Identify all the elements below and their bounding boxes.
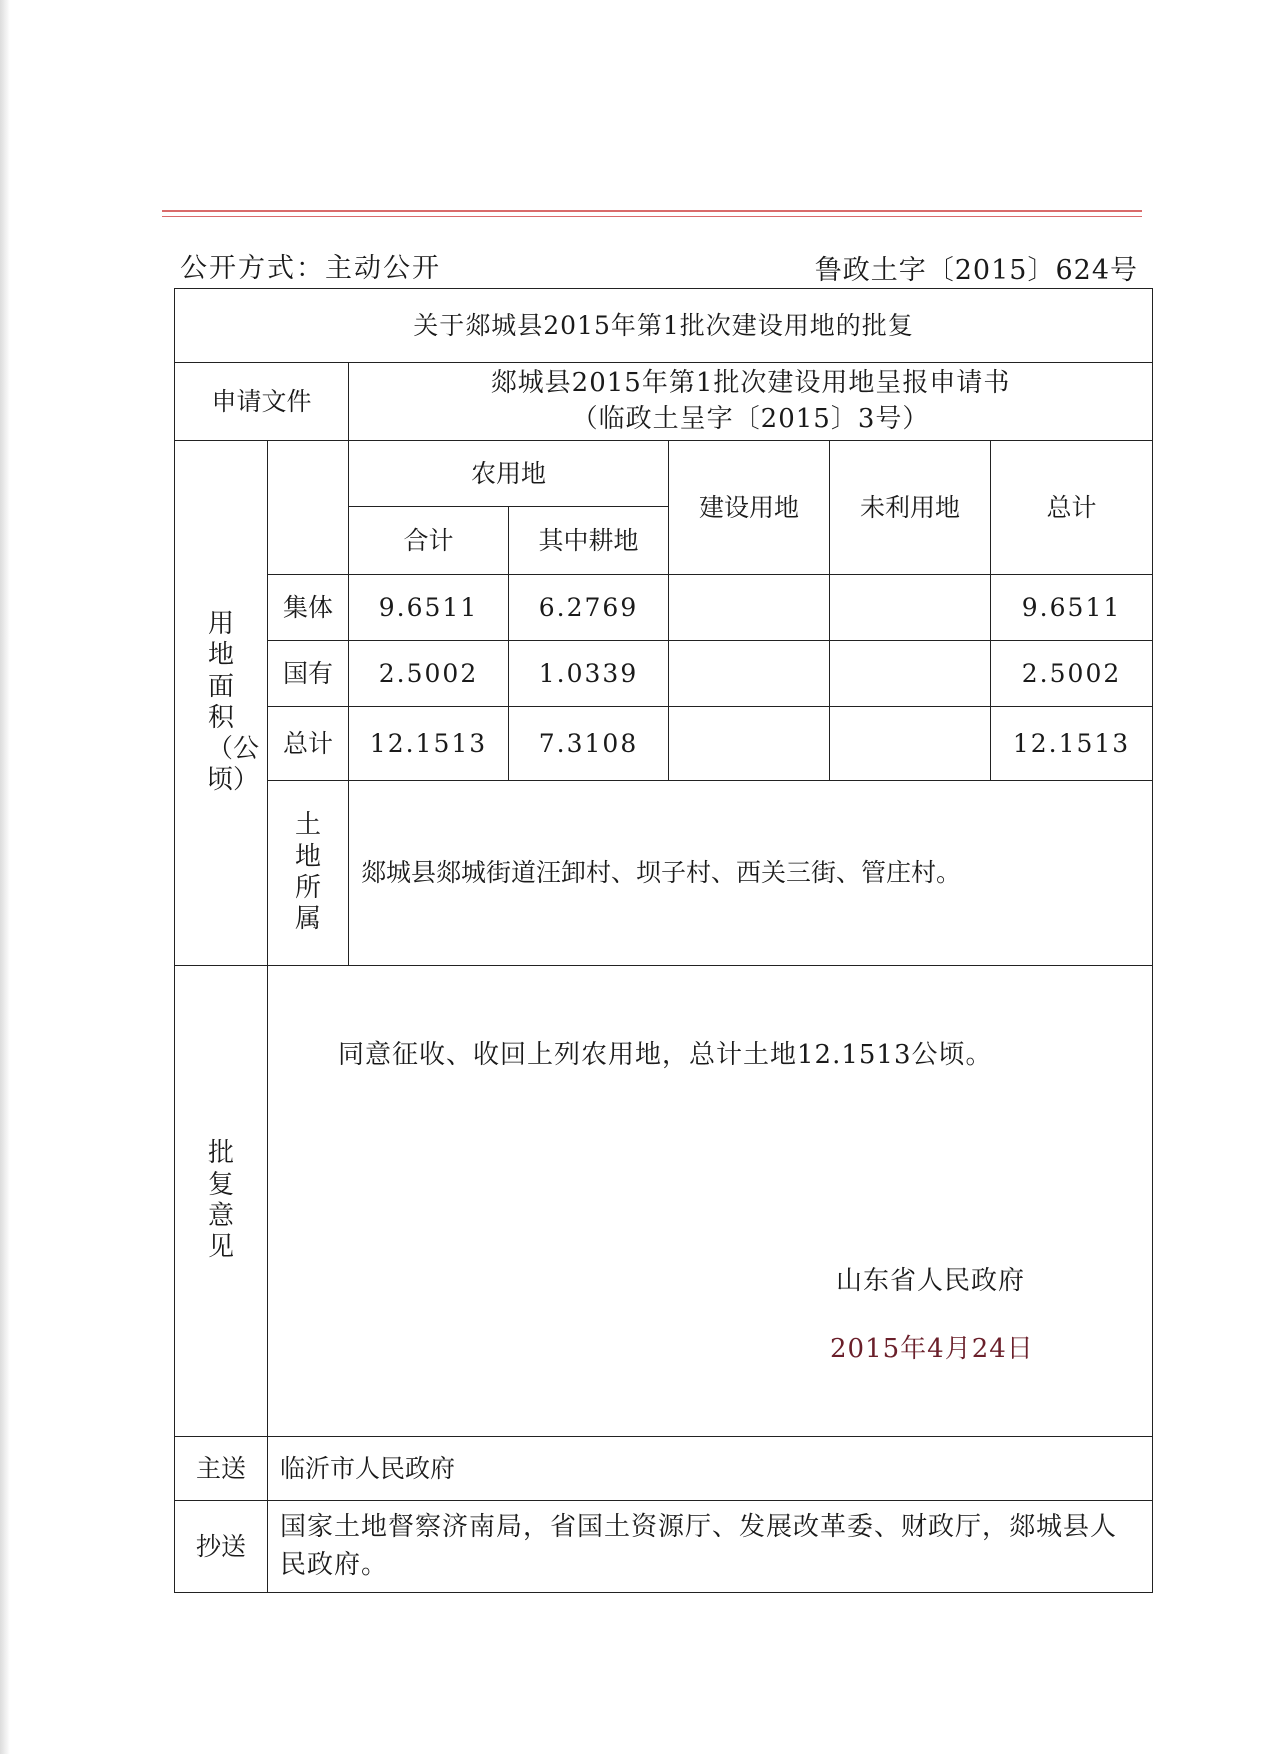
col-agri-farmland: 其中耕地 — [509, 507, 669, 575]
publication-mode: 公开方式：主动公开 — [180, 253, 441, 284]
ownership-value: 郯城县郯城街道汪卸村、坝子村、西关三街、管庄村。 — [349, 781, 1153, 966]
cc-label: 抄送 — [175, 1501, 268, 1593]
document-number: 鲁政土字〔2015〕624号 — [814, 255, 1138, 286]
cell-construction — [669, 641, 830, 707]
col-construction: 建设用地 — [669, 441, 830, 575]
red-rule-bottom — [162, 216, 1142, 217]
cell-agri-total: 2.5002 — [349, 641, 509, 707]
application-document — [349, 363, 1153, 441]
approval-label-cell — [175, 966, 268, 1437]
ownership-label: 土地所属 — [294, 810, 321, 934]
row-label-collective: 集体 — [268, 575, 349, 641]
row-label-state: 国有 — [268, 641, 349, 707]
application-name: 郯城县2015年第1批次建设用地呈报申请书 — [490, 368, 1011, 399]
table-row — [175, 641, 1153, 707]
cell-unused — [830, 641, 991, 707]
row-label-total: 总计 — [268, 707, 349, 781]
land-area-label: 用地面积（公顷） — [207, 609, 260, 796]
cell-unused — [830, 575, 991, 641]
issue-date: 2015年4月24日 — [830, 1334, 1034, 1364]
cell-agri-total: 9.6511 — [349, 575, 509, 641]
page-edge-shadow — [0, 0, 10, 1754]
cell-construction — [669, 575, 830, 641]
cell-agri-farmland: 6.2769 — [509, 575, 669, 641]
table-row — [175, 575, 1153, 641]
col-agri: 农用地 — [349, 441, 669, 507]
cell-total: 12.1513 — [991, 707, 1153, 781]
cell-construction — [669, 707, 830, 781]
application-number: （临政土呈字〔2015〕3号） — [571, 403, 930, 434]
cell-total: 2.5002 — [991, 641, 1153, 707]
col-total: 总计 — [991, 441, 1153, 575]
cell-agri-farmland: 7.3108 — [509, 707, 669, 781]
main-to-value: 临沂市人民政府 — [268, 1437, 1153, 1501]
approval-text: 同意征收、收回上列农用地，总计土地12.1513公顷。 — [338, 1040, 993, 1070]
col-agri-total: 合计 — [349, 507, 509, 575]
table-row — [175, 707, 1153, 781]
cell-agri-farmland: 1.0339 — [509, 641, 669, 707]
approval-label: 批复意见 — [207, 1138, 234, 1262]
land-area-label-cell — [175, 441, 268, 966]
approval-opinion-cell — [268, 966, 1153, 1437]
cell-agri-total: 12.1513 — [349, 707, 509, 781]
cc-value: 国家土地督察济南局，省国土资源厅、发展改革委、财政厅，郯城县人民政府。 — [268, 1501, 1153, 1593]
approval-form-table — [174, 288, 1153, 1593]
cell-total: 9.6511 — [991, 575, 1153, 641]
red-rule-top — [162, 210, 1142, 212]
main-to-label: 主送 — [175, 1437, 268, 1501]
col-unused: 未利用地 — [830, 441, 991, 575]
row-header-blank — [268, 441, 349, 575]
ownership-label-cell — [268, 781, 349, 966]
issuing-authority: 山东省人民政府 — [836, 1266, 1026, 1296]
application-label: 申请文件 — [175, 363, 349, 441]
form-title: 关于郯城县2015年第1批次建设用地的批复 — [175, 289, 1153, 363]
cell-unused — [830, 707, 991, 781]
